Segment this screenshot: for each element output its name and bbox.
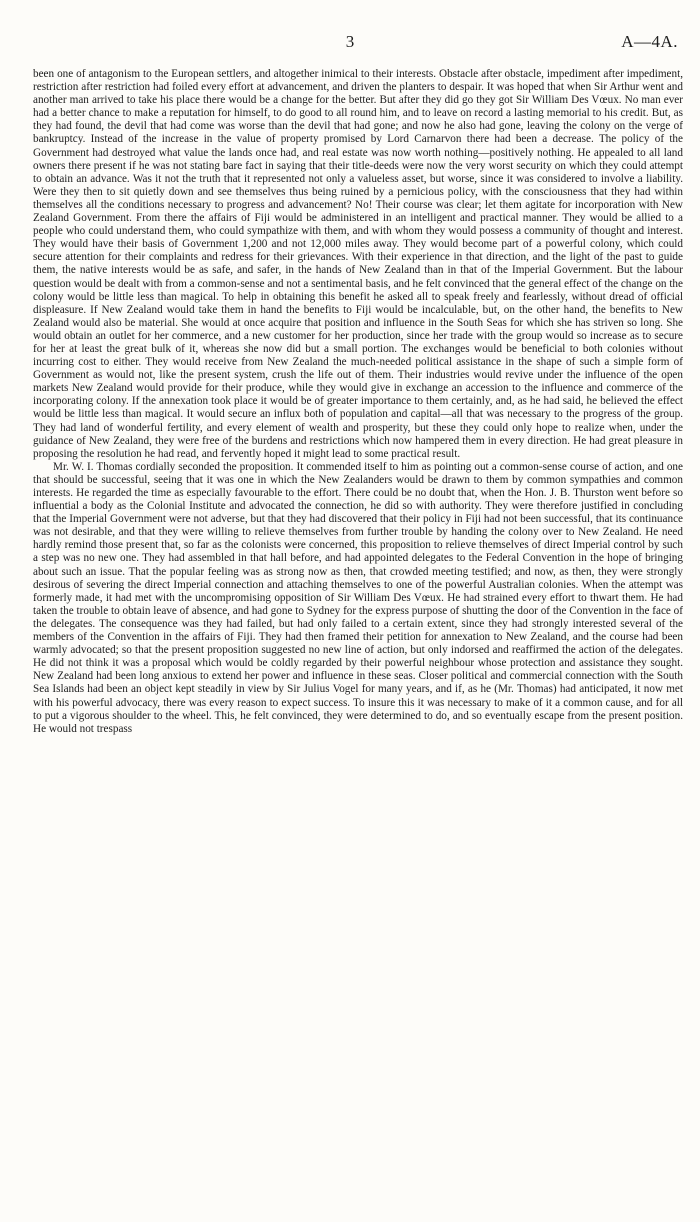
paragraph: been one of antagonism to the European settlers, and altogether inimical to their interests. Obstacle after obstacle, impediment after impediment, restriction after restriction had foiled every effort at advancement, and driven the planters to despair. It was hoped that when Sir Arthur went and another man arrived to take his place there would be a change for the better. But after they did go they got Sir William Des Vœux. No man ever had a better chance to make a reputation for himself, to do good to all round him, and to leave on record a lasting memorial to his credit. But, as they had found, the devil that had come was worse than the devil that had gone; and now he also had gone, leaving the colony on the verge of bankruptcy. Instead of the increase in the value of property promised by Lord Carnarvon there had been a decrease. The policy of the Government had destroyed what value the lands once had, and real estate was now worth nothing—positively nothing. He appealed to all land owners there present if he was not stating bare fact in saying that their title-deeds were now the very worst security on which they could attempt to obtain an advance. Was it not the truth that it represented not only a valueless asset, but worse, since it was considered to involve a liability. Were they then to sit quietly down and see themselves thus being ruined by a pernicious policy, with the consciousness that they had within themselves all the conditions necessary to progress and advancement? No! Their course was clear; let them agitate for incorporation with New Zealand Government. From there the affairs of Fiji would be administered in an intelligent and practical manner. They would be allied to a people who could understand them, who could sympathize with them, and with whom they would possess a community of thought and interest. They would have their basis of Government 1,200 and not 12,000 miles away. They would become part of a powerful colony, which could secure attention for their complaints and redress for their grievances. With their experience in that direction, and the light of the past to guide them, the native interests would be as safe, and safer, in the hands of New Zealand than in that of the Imperial Government. But the labour question would be dealt with from a common-sense and not a sentimental basis, and he felt convinced that the general effect of the change on the colony would be little less than magical. To help in obtaining this benefit he asked all to speak freely and fearlessly, without dread of official displeasure. If New Zealand would take them in hand the benefits to Fiji would be incalculable, but, on the other hand, the benefits to New Zealand would also be material. She would at once acquire that position and influence in the South Seas for which she has striven so long. She would obtain an outlet for her commerce, and a new customer for her production, since her trade with the group would so increase as to secure for her at least the great bulk of it, whereas she now did but a small portion. The exchanges would be beneficial to both colonies without incurring cost to either. They would receive from New Zealand the much-needed political assistance in the shape of such a simple form of Government as would not, like the present system, crush the life out of them. Their industries would revive under the influence of the open markets New Zealand would provide for their produce, while they would give in exchange an accession to the influence and commerce of the incorporating colony. If the annexation took place it would be of greater importance to them certainly, and, as he had said, he believed the effect would be little less than magical. It would secure an influx both of population and capital—all that was necessary to the progress of the group. They had land of wonderful fertility, and every element of wealth and prosperity, but these they could only hope to realize when, under the guidance of New Zealand, they were free of the burdens and restrictions which now hampered them in every direction. He had great pleasure in proposing the resolution he had read, and fervently hoped it might lead to some practical result. xyxy=(33,68,683,460)
document-reference: A—4A. xyxy=(621,32,678,51)
body-text xyxy=(33,68,683,736)
paragraph: Mr. W. I. Thomas cordially seconded the proposition. It commended itself to him as pointing out a common-sense course of action, and one that should be successful, seeing that it was one in which the New Zealanders would be drawn to them by common sympathies and common interests. He regarded the time as especially favourable to the effort. There could be no doubt that, when the Hon. J. B. Thurston went before so influential a body as the Colonial Institute and advocated the connection, he did so with authority. They were therefore justified in concluding that the Imperial Government were not adverse, but that they had discovered that their policy in Fiji had not been successful, that its continuance was not desirable, and that they were willing to relieve themselves from further trouble by handing the colony over to New Zealand. He need hardly remind those present that, so far as the colonists were concerned, this proposition to relieve themselves of direct Imperial control by such a step was no new one. They had assembled in that hall before, and had appointed delegates to the Federal Convention in the hope of bringing about such an issue. That the popular feeling was as strong now as then, that crowded meeting testified; and now, as then, they were strongly desirous of severing the direct Imperial connection and attaching themselves to one of the powerful Australian colonies. When the attempt was formerly made, it had met with the uncompromising opposition of Sir William Des Vœux. He had strained every effort to thwart them. He had taken the trouble to obtain leave of absence, and had gone to Sydney for the express purpose of shutting the door of the Convention in the face of the delegates. The consequence was they had failed, but had only failed to a certain extent, since they had strongly interested several of the members of the Convention in the affairs of Fiji. They had then framed their petition for annexation to New Zealand, and the course had been warmly advocated; so that the present proposition suggested no new line of action, but only indorsed and reaffirmed the action of the delegates. He did not think it was a proposal which would be coldly regarded by their powerful neighbour whose protection and assistance they sought. New Zealand had been long anxious to extend her power and influence in these seas. Closer political and commercial connection with the South Sea Islands had been an object kept steadily in view by Sir Julius Vogel for many years, and if, as he (Mr. Thomas) had anticipated, it now met with his powerful advocacy, there was every reason to expect success. To insure this it was necessary to make of it a common cause, and for all to put a vigorous shoulder to the wheel. This, he felt convinced, they were determined to do, and so eventually escape from the present position. He would not trespass xyxy=(33,460,683,735)
page-number: 3 xyxy=(345,32,355,51)
